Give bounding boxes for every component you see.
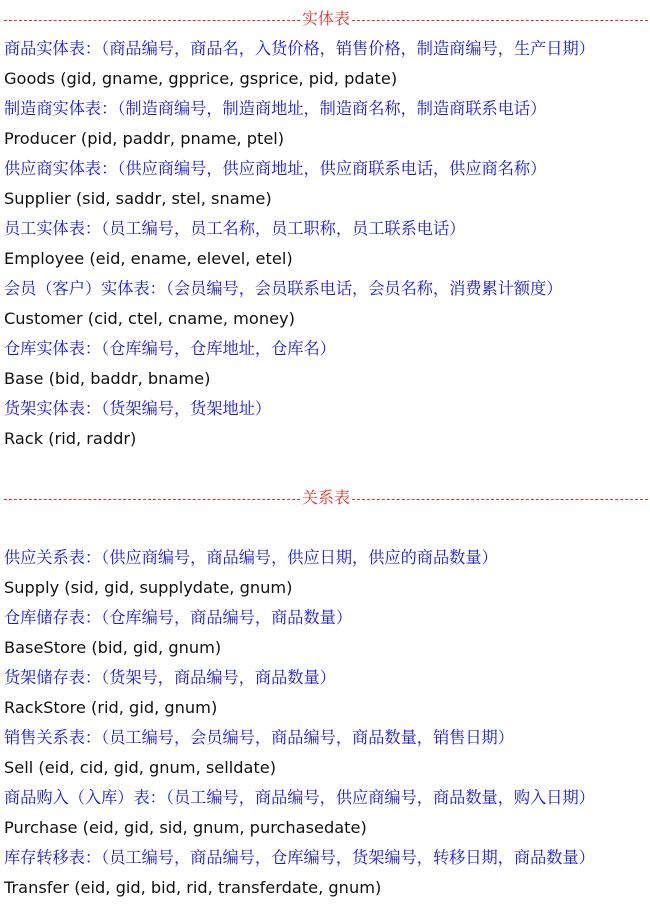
rack-description: 货架实体表：（货架编号，货架地址） — [4, 399, 272, 418]
customer-schema: Customer (cid, ctel, cname, money) — [4, 309, 295, 328]
sell-description: 销售关系表：（员工编号，会员编号，商品编号，商品数量，销售日期） — [4, 728, 514, 747]
sell-schema: Sell (eid, cid, gid, gnum, selldate) — [4, 758, 277, 777]
base-schema: Base (bid, baddr, bname) — [4, 369, 211, 388]
section-spacer — [4, 513, 648, 543]
divider-dash-left — [4, 499, 300, 500]
producer-description: 制造商实体表：（制造商编号，制造商地址，制造商名称，制造商联系电话） — [4, 99, 547, 118]
goods-schema: Goods (gid, gname, gpprice, gsprice, pid, pdate) — [4, 69, 398, 88]
employee-description: 员工实体表：（员工编号，员工名称，员工职称，员工联系电话） — [4, 219, 466, 238]
document-page — [4, 4, 648, 903]
entity-list — [4, 34, 648, 454]
supply-schema: Supply (sid, gid, supplydate, gnum) — [4, 578, 293, 597]
supply-description: 供应关系表：（供应商编号，商品编号，供应日期，供应的商品数量） — [4, 548, 498, 567]
basestore-schema: BaseStore (bid, gid, gnum) — [4, 638, 222, 657]
divider-dash-right — [352, 499, 648, 500]
entity-section-title: 实体表 — [302, 9, 351, 28]
producer-schema: Producer (pid, paddr, pname, ptel) — [4, 129, 285, 148]
relation-section-divider — [4, 483, 648, 513]
section-spacer — [4, 454, 648, 483]
relation-section-title: 关系表 — [302, 488, 351, 507]
divider-dash-left — [4, 20, 300, 21]
basestore-description: 仓库储存表：（仓库编号，商品编号，商品数量） — [4, 608, 353, 627]
transfer-schema: Transfer (eid, gid, bid, rid, transferdate, gnum) — [4, 878, 382, 897]
supplier-schema: Supplier (sid, saddr, stel, sname) — [4, 189, 272, 208]
goods-description: 商品实体表：（商品编号，商品名，入货价格，销售价格，制造商编号，生产日期） — [4, 39, 595, 58]
rackstore-schema: RackStore (rid, gid, gnum) — [4, 698, 218, 717]
purchase-description: 商品购入（入库）表：（员工编号，商品编号，供应商编号，商品数量，购入日期） — [4, 788, 595, 807]
transfer-description: 库存转移表：（员工编号，商品编号，仓库编号，货架编号，转移日期，商品数量） — [4, 848, 595, 867]
customer-description: 会员（客户）实体表：（会员编号，会员联系电话，会员名称，消费累计额度） — [4, 279, 563, 298]
entity-section-divider — [4, 4, 648, 34]
rackstore-description: 货架储存表：（货架号，商品编号，商品数量） — [4, 668, 336, 687]
relation-list — [4, 543, 648, 903]
rack-schema: Rack (rid, raddr) — [4, 429, 137, 448]
supplier-description: 供应商实体表：（供应商编号，供应商地址，供应商联系电话，供应商名称） — [4, 159, 547, 178]
employee-schema: Employee (eid, ename, elevel, etel) — [4, 249, 293, 268]
base-description: 仓库实体表：（仓库编号，仓库地址，仓库名） — [4, 339, 336, 358]
purchase-schema: Purchase (eid, gid, sid, gnum, purchasedate) — [4, 818, 367, 837]
divider-dash-right — [352, 20, 648, 21]
